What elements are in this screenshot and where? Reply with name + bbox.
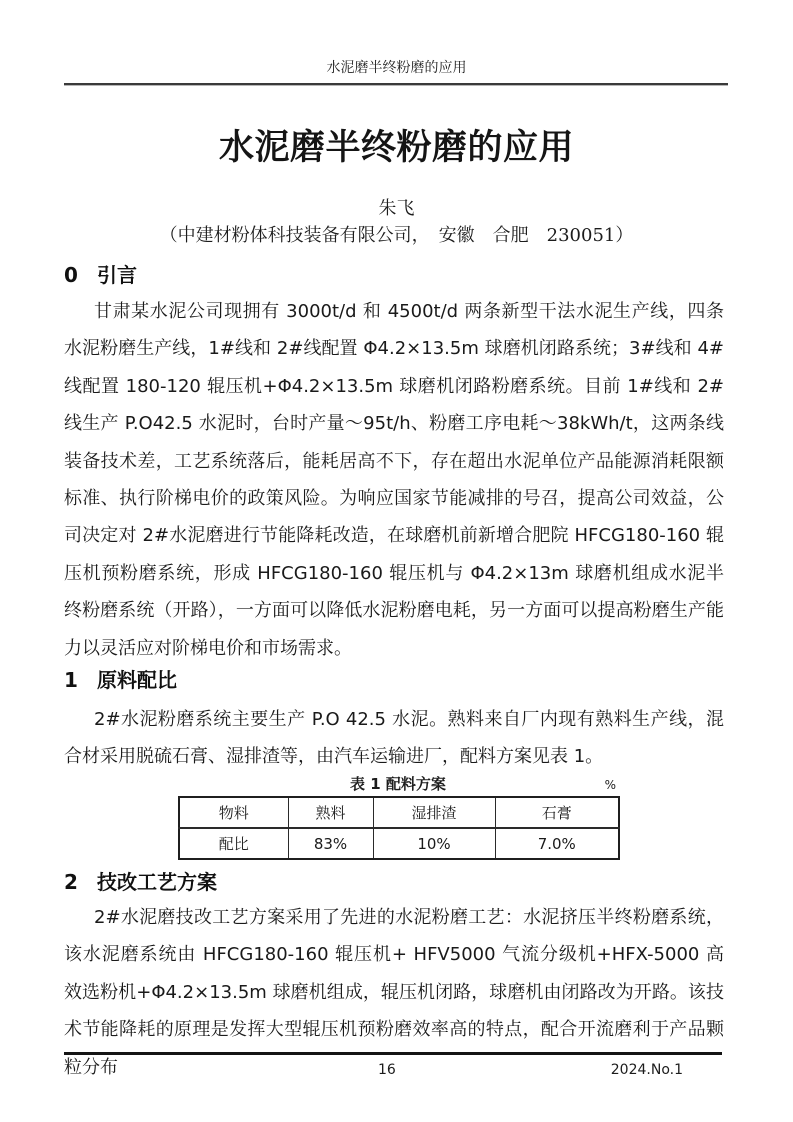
raw-material-paragraph: 2#水泥粉磨系统主要生产 P.O 42.5 水泥。熟料来自厂内现有熟料生产线，混合材采用脱硫石膏、湿排渣等，由汽车运输进厂，配料方案见表 1。	[64, 709, 724, 768]
section-heading-process-plan	[64, 869, 217, 895]
section-title: 引言	[97, 263, 137, 287]
table-header-cell: 物料	[179, 797, 288, 828]
table-cell: 配比	[179, 828, 288, 859]
table-header-cell: 熟料	[288, 797, 373, 828]
table-caption: 表 1 配料方案	[350, 775, 446, 793]
header-rule	[64, 83, 728, 86]
table-cell: 83%	[288, 828, 373, 859]
table-header-cell: 石膏	[495, 797, 619, 828]
table-cell: 7.0%	[495, 828, 619, 859]
table-header-cell: 湿排渣	[373, 797, 495, 828]
section-number: 2	[64, 870, 78, 894]
table-unit-label: %	[604, 778, 616, 792]
section-number: 1	[64, 668, 78, 692]
table-1-batching-scheme	[178, 796, 620, 860]
table-cell: 10%	[373, 828, 495, 859]
author-name: 朱飞	[378, 198, 415, 219]
footer-issue-label: 2024.No.1	[610, 1062, 683, 1078]
section-heading-raw-material-ratio	[64, 667, 177, 693]
table-row	[179, 828, 619, 859]
table-header-row	[179, 797, 619, 828]
section-heading-introduction	[64, 262, 137, 288]
page-title: 水泥磨半终粉磨的应用	[218, 128, 574, 168]
footer-rule	[64, 1052, 722, 1055]
footer-page-number: 16	[378, 1062, 396, 1078]
process-plan-paragraph: 2#水泥磨技改工艺方案采用了先进的水泥粉磨工艺：水泥挤压半终粉磨系统，该水泥磨系统由 HFCG180-160 辊压机+ HFV5000 气流分级机+HFX-5000 高效选粉机+Φ4.2×13.5m 球磨机组成，辊压机闭路，球磨机由闭路改为开路。该技术节能降耗的原理是发挥大型辊压机预粉磨效率高的特点，配合开流磨利于产品颗粒分布	[64, 907, 724, 1078]
table-caption-row	[178, 775, 618, 794]
introduction-paragraph: 甘肃某水泥公司现拥有 3000t/d 和 4500t/d 两条新型干法水泥生产线，四条水泥粉磨生产线，1#线和 2#线配置 Φ4.2×13.5m 球磨机闭路系统；3#线和 4#线配置 180-120 辊压机+Φ4.2×13.5m 球磨机闭路粉磨系统。目前 1#线和 2#线生产 P.O42.5 水泥时，台时产量～95t/h、粉磨工序电耗～38kWh/t，这两条线装备技术差，工艺系统落后，能耗居高不下，存在超出水泥单位产品能源消耗限额标准、执行阶梯电价的政策风险。为响应国家节能减排的号召，提高公司效益，公司决定对 2#水泥磨进行节能降耗改造，在球磨机前新增合肥院 HFCG180-160 辊压机预粉磨系统，形成 HFCG180-160 辊压机与 Φ4.2×13m 球磨机组成水泥半终粉磨系统（开路），一方面可以降低水泥粉磨电耗，另一方面可以提高粉磨生产能力以灵活应对阶梯电价和市场需求。	[64, 301, 724, 659]
section-title: 技改工艺方案	[97, 870, 217, 894]
author-affiliation: （中建材粉体科技装备有限公司， 安徽 合肥 230051）	[159, 225, 634, 246]
section-title: 原料配比	[97, 668, 177, 692]
section-number: 0	[64, 263, 78, 287]
running-header: 水泥磨半终粉磨的应用	[326, 60, 467, 76]
